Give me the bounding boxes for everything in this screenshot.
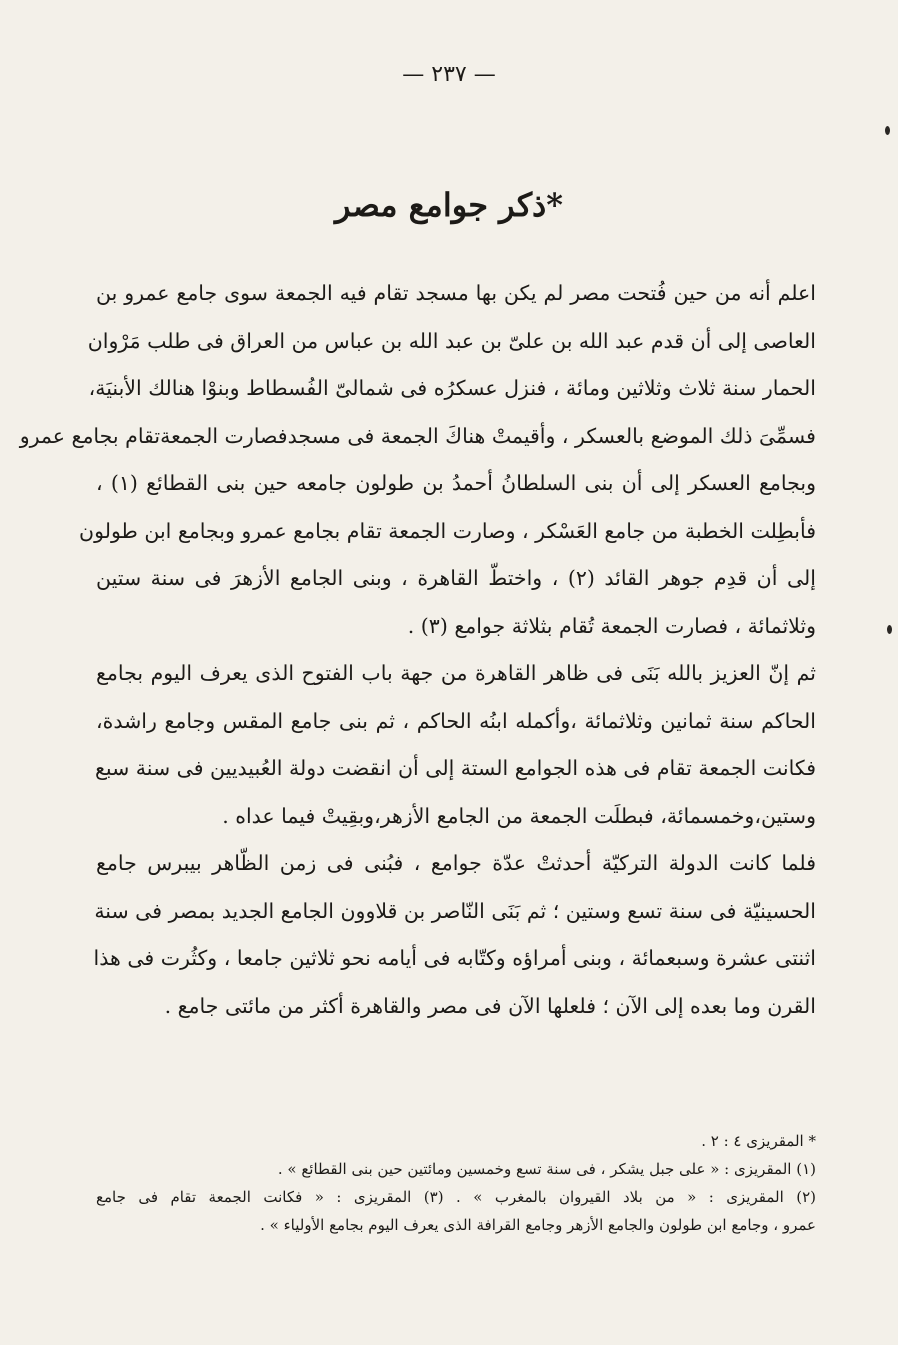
text-line: إلى أن قدِم جوهر القائد (٢) ، واختطّ القاهرة ، وبنى الجامع الأزهرَ فى سنة ستين <box>96 566 816 590</box>
text-line: وثلاثمائة ، فصارت الجمعة تُقام بثلاثة جوامع (٣) . <box>407 613 816 638</box>
margin-speck <box>885 126 890 135</box>
text-line: فلما كانت الدولة التركيّة أحدثتْ عدّة جوامع ، فبُنى فى زمن الظّاهر بيبرس جامع <box>96 851 816 875</box>
text-line: فسمِّىَ ذلك الموضع بالعسكر ، وأقيمتْ هناكَ الجمعة فى مسجدفصارت الجمعةتقام بجامع عمرو <box>19 423 816 448</box>
text-line: ثم إنّ العزيز بالله بَنَى فى ظاهر القاهرة من جهة باب الفتوح الذى يعرف اليوم بجامع <box>96 661 816 685</box>
text-line: اثنتى عشرة وسبعمائة ، وبنى أمراؤه وكتّابه فى أيامه نحو ثلاثين جامعا ، وكثُرت فى هذا <box>93 946 816 970</box>
footnote-line: (١) المقريزى : « على جبل يشكر ، فى سنة تسع وخمسين ومائتين حين بنى القطائع » . <box>277 1160 816 1178</box>
page-number: — ٢٣٧ — <box>402 62 496 87</box>
footnote-line: عمرو ، وجامع ابن طولون والجامع الأزهر وجامع القرافة الذى يعرف اليوم بجامع الأولياء » . <box>260 1216 816 1234</box>
text-line: الحمار سنة ثلاث وثلاثين ومائة ، فنزل عسكرُه فى شمالىّ الفُسطاط وبنوْا هنالك الأبنيَة، <box>88 376 816 400</box>
footnotes <box>96 1127 816 1239</box>
margin-speck <box>887 625 892 634</box>
chapter-heading: ذكر جوامع مصر* <box>334 186 564 224</box>
body-text <box>19 270 816 1030</box>
footnote-line: * المقريزى ٤ : ٢ . <box>701 1132 816 1150</box>
text-line: فأبطِلت الخطبة من جامع العَسْكر ، وصارت الجمعة تقام بجامع عمرو وبجامع ابن طولون <box>79 518 816 543</box>
text-line: وبجامع العسكر إلى أن بنى السلطانُ أحمدُ بن طولون جامعه حين بنى القطائع (١) ، <box>96 471 816 495</box>
text-line: الحاكم سنة ثمانين وثلاثمائة ،وأكمله ابنُه الحاكم ، ثم بنى جامع المقس وجامع راشدة، <box>96 708 816 733</box>
text-line: العاصى إلى أن قدم عبد الله بن علىّ بن عبد الله بن عباس من العراق فى طلب مَرْوان <box>87 328 816 353</box>
text-line: اعلم أنه من حين فُتحت مصر لم يكن بها مسجد تقام فيه الجمعة سوى جامع عمرو بن <box>96 281 816 305</box>
text-line: القرن وما بعده إلى الآن ؛ فلعلها الآن فى مصر والقاهرة أكثر من مائتى جامع . <box>164 993 816 1018</box>
text-line: الحسينيّة فى سنة تسع وستين ؛ ثم بَنَى النّاصر بن قلاوون الجامع الجديد بمصر فى سنة <box>94 898 816 923</box>
text-line: وستين،وخمسمائة، فبطلَت الجمعة من الجامع الأزهر،وبقِيتْ فيما عداه . <box>222 803 816 828</box>
text-line: فكانت الجمعة تقام فى هذه الجوامع الستة إلى أن انقضت دولة العُبيديين فى سنة سبع <box>94 756 816 780</box>
footnote-line: (٢) المقريزى : « من بلاد القيروان بالمغرب » . (٣) المقريزى : « فكانت الجمعة تقام فى جامع <box>96 1188 816 1206</box>
